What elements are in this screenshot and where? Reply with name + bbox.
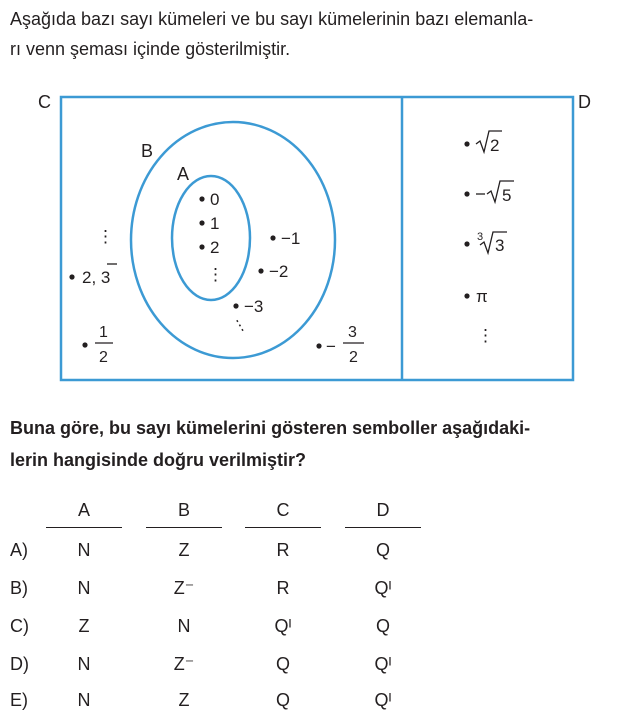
question-text (10, 412, 625, 476)
option-cell: Qᴵ (274, 616, 292, 636)
option-cell: Qᴵ (374, 690, 392, 710)
a-element-0: 0 (210, 190, 220, 209)
header-underline (46, 527, 122, 528)
header-b: B (177, 500, 190, 520)
option-label: E) (10, 690, 28, 710)
option-cell: Q (375, 616, 390, 636)
question-line-1: Buna göre, bu sayı kümelerini gösteren semboller aşağıdaki- (10, 418, 531, 438)
option-label: C) (10, 616, 29, 636)
b-element-neg3: −3 (244, 297, 264, 316)
header-a: A (77, 500, 90, 520)
header-underline (146, 527, 222, 528)
c-half-numerator: 1 (99, 324, 108, 341)
c-half-denominator: 2 (99, 349, 108, 366)
option-cell: N (77, 654, 91, 674)
c-neg-denominator: 2 (349, 349, 358, 366)
option-cell: Z⁻ (173, 578, 195, 598)
d-negsqrt5: 5 (502, 186, 512, 205)
c-element-pair: 2, 3 (82, 268, 111, 287)
header-c: C (276, 500, 290, 520)
option-cell: Q (275, 690, 290, 710)
d-cbrt-radicand: 3 (495, 236, 505, 255)
option-cell: Qᴵ (374, 654, 392, 674)
option-cell: N (77, 690, 91, 710)
option-label: A) (10, 540, 28, 560)
d-pi: π (476, 287, 488, 306)
d-sqrt2: 2 (490, 136, 500, 155)
option-cell: Z⁻ (173, 654, 195, 674)
question-line-2: lerin hangisinde doğru verilmiştir? (10, 450, 307, 470)
a-element-2: 2 (210, 238, 220, 257)
a-ellipsis: ⋮ (207, 265, 224, 284)
header-underline (345, 527, 421, 528)
a-element-1: 1 (210, 214, 220, 233)
option-cell: R (276, 578, 290, 598)
b-element-neg1: −1 (281, 229, 301, 248)
option-label: D) (10, 654, 29, 674)
option-cell: Z (78, 616, 90, 636)
intro-line-2: rı venn şeması içinde gösterilmiştir. (10, 39, 291, 59)
c-ellipsis: ⋮ (97, 227, 114, 246)
d-ellipsis: ⋮ (477, 326, 494, 345)
option-cell: Q (275, 654, 290, 674)
option-label: B) (10, 578, 28, 598)
label-b: B (141, 141, 154, 161)
option-cell: Qᴵ (374, 578, 392, 598)
d-cbrt-index: 3 (477, 231, 484, 243)
header-d: D (376, 500, 390, 520)
c-neg-sign: − (326, 337, 336, 356)
b-ellipsis: ⋮ (229, 314, 251, 337)
option-cell: Z (178, 540, 190, 560)
option-cell: Q (375, 540, 390, 560)
label-c: C (38, 92, 51, 112)
intro-line-1: Aşağıda bazı sayı kümeleri ve bu sayı kümelerinin bazı elemanla- (10, 9, 534, 29)
option-cell: N (77, 540, 91, 560)
c-neg-numerator: 3 (348, 324, 357, 341)
option-cell: N (77, 578, 91, 598)
b-element-neg2: −2 (269, 262, 289, 281)
option-cell: Z (178, 690, 190, 710)
label-a: A (177, 164, 190, 184)
label-d: D (578, 92, 591, 112)
option-cell: R (276, 540, 290, 560)
option-cell: N (177, 616, 191, 636)
header-underline (245, 527, 321, 528)
